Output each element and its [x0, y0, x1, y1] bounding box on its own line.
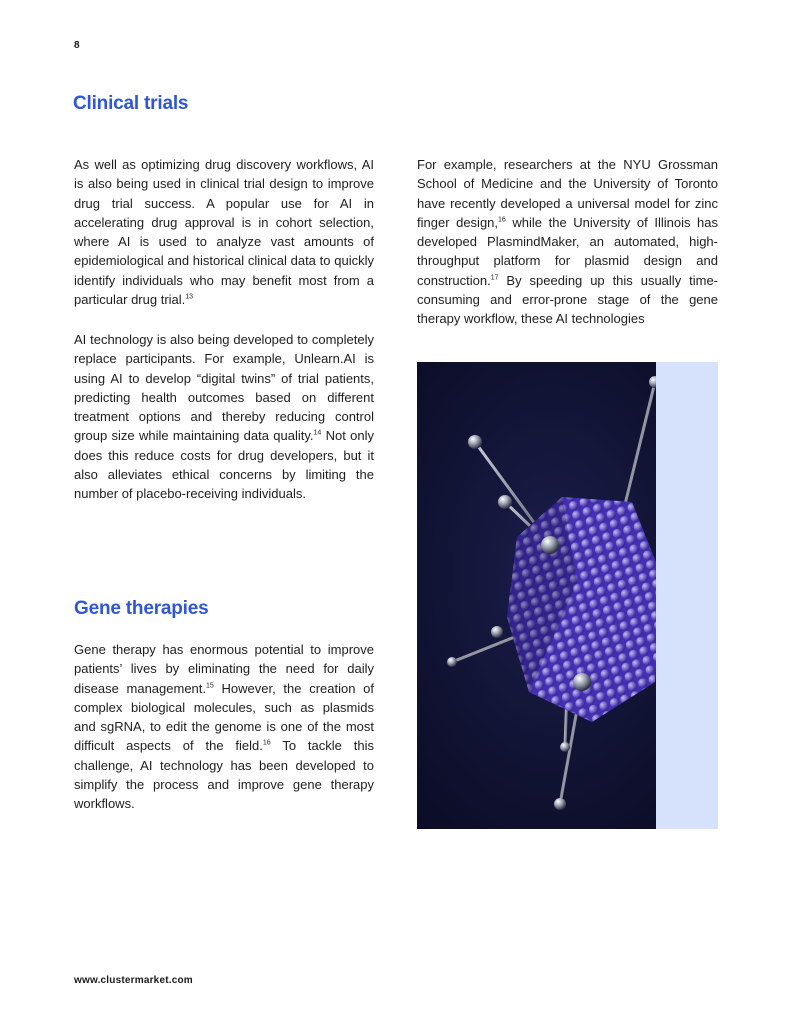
page-number: 8 — [74, 40, 80, 51]
paragraph-text: By speeding up this usually time-consuming and error-prone stage of the gene therapy workflow, these AI technologies — [417, 272, 718, 327]
reference-15: 15 — [206, 682, 214, 690]
paragraph-text: Gene therapy has enormous potential to improve patients’ lives by eliminating the need for daily disease management. — [74, 642, 374, 696]
paragraph-text: For example, researchers at the NYU Grossman School of Medicine and the University of Toronto have recently developed a universal model for zinc finger design, — [417, 157, 718, 230]
section-title-clinical-trials: Clinical trials — [73, 93, 189, 114]
paragraph-text: However, the creation of complex biological molecules, such as plasmids and sgRNA, to edit the genome is one of the most difficult aspects of the field. — [74, 680, 374, 754]
section-title-gene-therapies: Gene therapies — [74, 598, 209, 619]
paragraph-text: AI technology is also being developed to completely replace participants. For example, Unlearn.AI is using AI to develop “digital twins” of trial patients, predicting health outcomes based on different treatment options and thereby reducing control group size while maintaining data quality. — [74, 332, 374, 444]
reference-16: 16 — [262, 740, 271, 748]
paragraph-gene-2 — [417, 155, 718, 329]
reference-17: 17 — [490, 274, 499, 282]
reference-14: 14 — [313, 430, 322, 438]
virus-particle-icon — [417, 362, 718, 829]
paragraph-text: while the University of Illinois has developed PlasmindMaker, an automated, high-throughput platform for plasmid design and construction. — [417, 214, 718, 288]
paragraph-clinical-1 — [74, 155, 374, 309]
paragraph-text: As well as optimizing drug discovery workflows, AI is also being used in clinical trial design to improve drug trial success. A popular use for AI in accelerating drug approval is in cohort selection, where AI is used to analyze vast amounts of epidemiological and historical clinical data to quickly identify individuals who may benefit most from a particular drug trial. — [74, 157, 374, 308]
reference-13: 13 — [185, 293, 194, 301]
reference-16: 16 — [498, 216, 506, 224]
paragraph-gene-1 — [74, 640, 374, 814]
paragraph-clinical-2 — [74, 330, 374, 504]
paragraph-text: Not only does this reduce costs for drug developers, but it also alleviates ethical concerns by limiting the number of placebo-receiving individuals. — [74, 428, 374, 502]
paragraph-text: To tackle this challenge, AI technology has been developed to simplify the process and improve gene therapy workflows. — [74, 738, 374, 812]
footer-website: www.clustermarket.com — [74, 975, 193, 986]
virus-particle-illustration — [417, 362, 718, 829]
